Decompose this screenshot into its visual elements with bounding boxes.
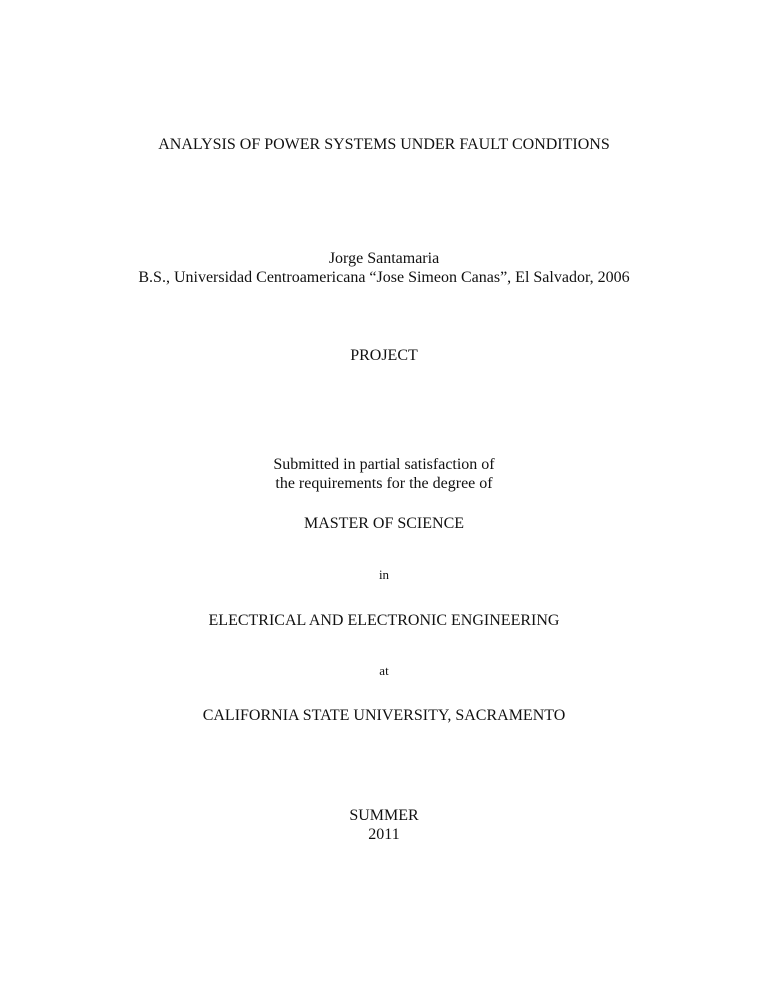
submission-statement-line-1: Submitted in partial satisfaction of [273, 456, 495, 473]
submission-statement-line-2: the requirements for the degree of [275, 475, 493, 492]
submission-year: 2011 [368, 826, 400, 843]
major-field: ELECTRICAL AND ELECTRONIC ENGINEERING [208, 612, 560, 629]
submission-term: SUMMER [349, 807, 419, 824]
degree-name: MASTER OF SCIENCE [303, 515, 465, 532]
prior-degree: B.S., Universidad Centroamericana “Jose Simeon Canas”, El Salvador, 2006 [138, 269, 630, 286]
university-name: CALIFORNIA STATE UNIVERSITY, SACRAMENTO [202, 707, 566, 724]
in-connector: in [378, 567, 390, 582]
document-type: PROJECT [350, 347, 418, 364]
author-name: Jorge Santamaria [328, 250, 440, 267]
thesis-title: ANALYSIS OF POWER SYSTEMS UNDER FAULT CONDITIONS [158, 136, 610, 153]
at-connector: at [379, 663, 389, 678]
